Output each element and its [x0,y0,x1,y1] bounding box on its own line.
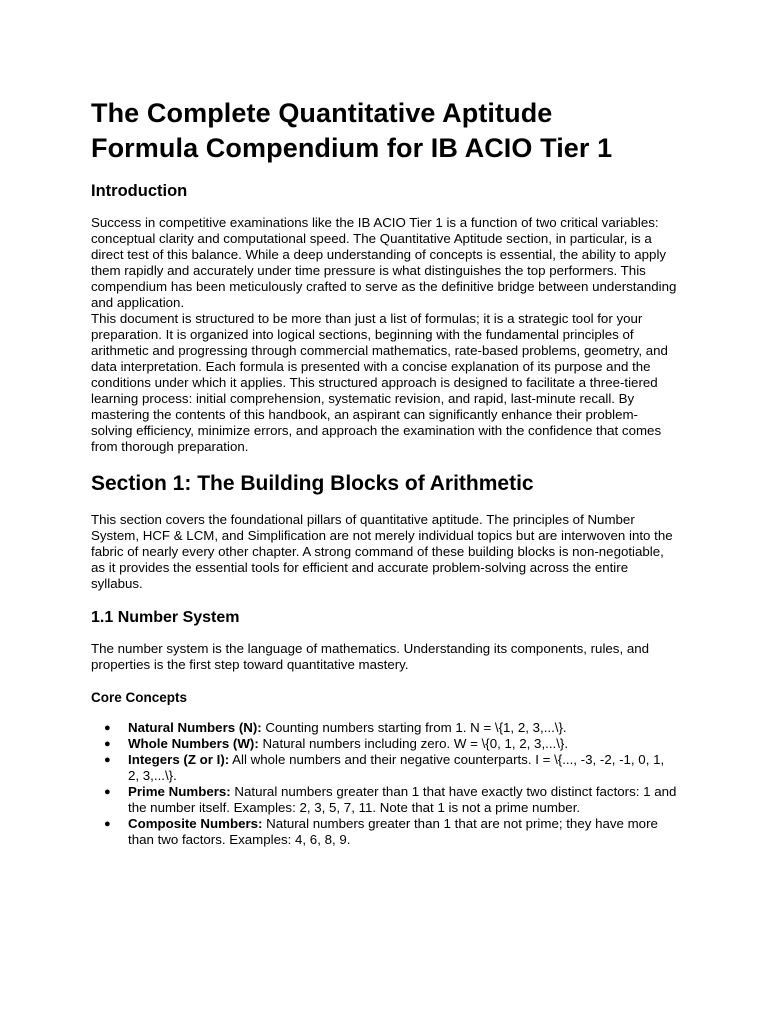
list-item-composite-numbers [91,816,678,848]
bullet-icon: ● [104,722,111,734]
document-title [91,96,678,166]
introduction-heading: Introduction [91,182,188,200]
core-concepts-heading: Core Concepts [91,690,188,705]
list-item-natural-numbers [91,720,678,736]
list-item-whole-numbers [91,736,678,752]
bullet-icon: ● [104,754,111,766]
list-item-text: All whole numbers and their negative counterparts. I = \{..., -3, -2, -1, 0, 1, 2, 3,...\}. [128,752,665,783]
subsection-1-1-heading: 1.1 Number System [91,609,240,626]
document-title-line1: The Complete Quantitative Aptitude [91,98,553,128]
document-title-line2: Formula Compendium for IB ACIO Tier 1 [91,133,613,163]
introduction-paragraph-2: This document is structured to be more than just a list of formulas; it is a strategic tool for your preparation. It is organized into logical sections, beginning with the fundamental principles of arithmetic and progressing through commercial mathematics, rate-based problems, geometry, and data interpretation. Each formula is presented with a concise explanation of its purpose and the conditions under which it applies. This structured approach is designed to facilitate a three-tiered learning process: initial comprehension, systematic revision, and rapid, last-minute recall. By mastering the contents of this handbook, an aspirant can significantly enhance their problem-solving efficiency, minimize errors, and approach the examination with the confidence that comes from thorough preparation. [91,311,668,454]
list-item-term: Integers (Z or I): [128,752,230,767]
list-item-term: Natural Numbers (N): [128,720,262,735]
list-item-term: Prime Numbers: [128,784,231,799]
list-item-integers [91,752,678,784]
list-item-text: Natural numbers including zero. W = \{0, 1, 2, 3,...\}. [258,736,569,751]
section-1-heading: Section 1: The Building Blocks of Arithmetic [91,472,534,495]
list-item-term: Whole Numbers (W): [128,736,259,751]
list-item-prime-numbers [91,784,678,816]
list-item-text: Natural numbers greater than 1 that are not prime; they have more than two factors. Examples: 4, 6, 8, 9. [128,816,658,847]
section-1-paragraph: This section covers the foundational pillars of quantitative aptitude. The principles of Number System, HCF & LCM, and Simplification are not merely individual topics but are interwoven into the fabric of nearly every other chapter. A strong command of these building blocks is non-negotiable, as it provides the essential tools for efficient and accurate problem-solving across the entire syllabus. [91,512,673,591]
introduction-paragraph-1: Success in competitive examinations like the IB ACIO Tier 1 is a function of two critical variables: conceptual clarity and computational speed. The Quantitative Aptitude section, in particular, is a direct test of this balance. While a deep understanding of concepts is essential, the ability to apply them rapidly and accurately under time pressure is what distinguishes the top performers. This compendium has been meticulously crafted to serve as the definitive bridge between understanding and application. [91,215,677,310]
core-concepts-list [91,720,678,848]
list-item-term: Composite Numbers: [128,816,263,831]
list-item-text: Natural numbers greater than 1 that have exactly two distinct factors: 1 and the number itself. Examples: 2, 3, 5, 7, 11. Note that 1 is not a prime number. [128,784,677,815]
bullet-icon: ● [104,818,111,830]
bullet-icon: ● [104,738,111,750]
bullet-icon: ● [104,786,111,798]
list-item-text: Counting numbers starting from 1. N = \{1, 2, 3,...\}. [261,720,567,735]
subsection-1-1-paragraph: The number system is the language of mathematics. Understanding its components, rules, and properties is the first step toward quantitative mastery. [91,641,650,672]
